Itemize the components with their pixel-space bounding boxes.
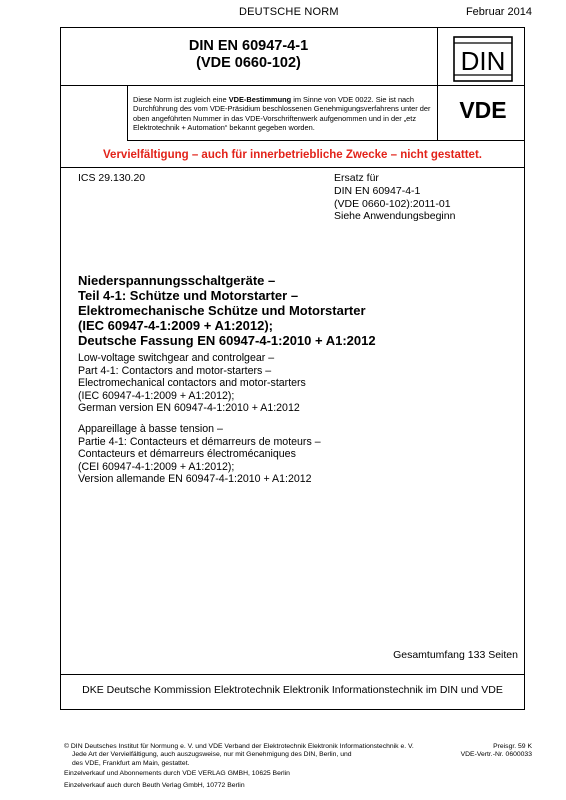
header-standard-type: DEUTSCHE NORM xyxy=(239,6,339,18)
ics-code: ICS 29.130.20 xyxy=(78,172,146,184)
dke-line: DKE Deutsche Kommission Elektrotechnik Elektronik Informationstechnik im DIN und VDE xyxy=(82,684,503,696)
document-number-din: DIN EN 60947-4-1 xyxy=(188,38,309,54)
replacement-info: Ersatz für DIN EN 60947-4-1 (VDE 0660-102):2011-01 Siehe Anwendungsbeginn xyxy=(334,172,456,223)
divider xyxy=(60,85,525,86)
price-info: Preisgr. 59 K VDE-Vertr.-Nr. 0600033 xyxy=(460,743,532,759)
sales-info-vde: Einzelverkauf und Abonnements durch VDE VERLAG GMBH, 10625 Berlin xyxy=(64,770,290,777)
divider xyxy=(127,85,128,140)
document-number xyxy=(60,38,437,72)
svg-text:DIN: DIN xyxy=(460,46,506,76)
din-logo xyxy=(451,35,515,83)
header-date: Februar 2014 xyxy=(465,6,532,18)
vde-note: Diese Norm ist zugleich eine VDE-Bestimmung im Sinne von VDE 0022. Sie ist nach Durchführung des vom VDE-Präsidium beschlossenen Genehmigungsverfahrens unter der oben angeführten Nummer in das VDE-Vorschriftenwerk aufgenommen und in der „etz Elektrotechnik + Automation“ bekannt gegeben worden. xyxy=(133,95,431,132)
document-number-vde: (VDE 0660-102) xyxy=(196,55,301,71)
title-german: Niederspannungsschaltgeräte – Teil 4-1: Schütze und Motorstarter – Elektromechanische Schütze und Motorstarter (IEC 60947-4-1:2009 + A1:2012); Deutsche Fassung EN 60947-4-1:2010 + A1:2012 xyxy=(78,273,376,348)
title-french: Appareillage à basse tension – Partie 4-1: Contacteurs et démarreurs de moteurs – Contacteurs et démarreurs électromécaniques (CEI 60947-4-1:2009 + A1:2012); Version allemande EN 60947-4-1:2010 + A1:2012 xyxy=(78,423,321,486)
sales-info-beuth: Einzelverkauf auch durch Beuth Verlag GmbH, 10772 Berlin xyxy=(64,782,245,789)
copyright-notice: © DIN Deutsches Institut für Normung e. V. und VDE Verband der Elektrotechnik Elektronik Informationstechnik e. V. Jede Art der Vervielfältigung, auch auszugsweise, nur mit Genehmigung des DIN, Berlin, und des VDE, Frankfurt am Main, gestattet. xyxy=(64,743,414,767)
title-english: Low-voltage switchgear and controlgear – Part 4-1: Contactors and motor-starters – Electromechanical contactors and motor-starters (IEC 60947-4-1:2009 + A1:2012); German version EN 60947-4-1:2010 + A1:2012 xyxy=(78,352,306,415)
vde-logo xyxy=(447,97,519,121)
reproduction-warning: Vervielfältigung – auch für innerbetriebliche Zwecke – nicht gestattet. xyxy=(103,149,482,161)
divider xyxy=(60,167,525,168)
divider xyxy=(60,674,525,675)
total-pages: Gesamtumfang 133 Seiten xyxy=(393,649,518,661)
divider xyxy=(127,140,525,141)
svg-text:VDE: VDE xyxy=(459,97,507,121)
